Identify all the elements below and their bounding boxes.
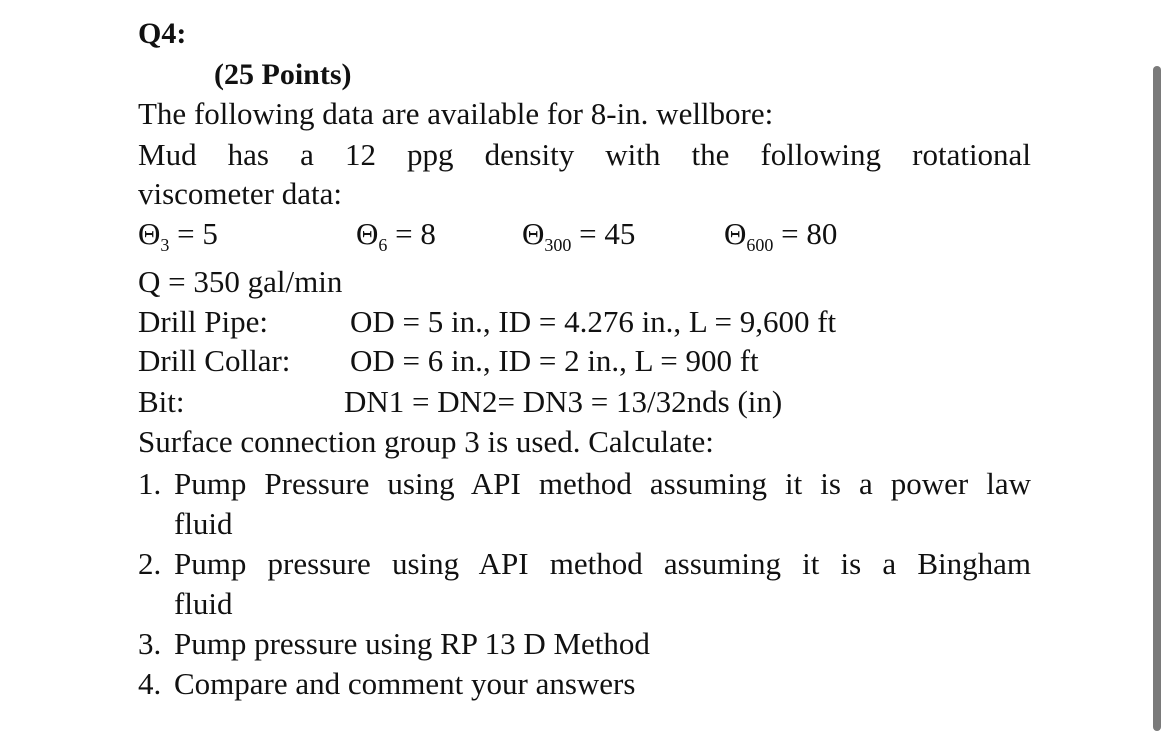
task-number: 2.: [138, 546, 162, 581]
surface-connection-text: Surface connection group 3 is used. Calculate:: [138, 424, 714, 459]
drill-collar-label: Drill Collar:: [138, 343, 291, 378]
task-text: Pump pressure using API method assuming it is a Bingham: [174, 546, 1031, 581]
question-document: [138, 0, 1033, 731]
task-4: [138, 664, 1031, 704]
task-text: Compare and comment your answers: [174, 666, 636, 701]
task-text-cont: fluid: [174, 506, 233, 541]
theta-600: $\Theta_{600} = 80$: [724, 216, 838, 255]
drill-pipe-label: Drill Pipe:: [138, 304, 269, 339]
task-1: [138, 464, 1031, 544]
task-3: [138, 624, 1031, 664]
mud-word: density: [484, 137, 575, 172]
theta-3: $\Theta_3 = 5$: [138, 216, 218, 255]
mud-word: the: [691, 137, 730, 172]
bit-value: DN1 = DN2= DN3 = 13/32nds (in): [344, 384, 783, 419]
vertical-scrollbar[interactable]: [1153, 66, 1161, 731]
intro-text: The following data are available for 8-in. wellbore:: [138, 96, 774, 131]
theta-6: $\Theta_6 = 8$: [356, 216, 436, 255]
mud-word: 12: [344, 137, 376, 172]
mud-word: rotational: [912, 137, 1031, 172]
points-label: (25 Points): [214, 58, 352, 91]
question-title: Q4:: [138, 17, 187, 50]
task-text-cont: fluid: [174, 586, 233, 621]
task-number: 3.: [138, 626, 162, 661]
task-text: Pump pressure using RP 13 D Method: [174, 626, 650, 661]
bit-label: Bit:: [138, 384, 185, 419]
task-number: 4.: [138, 666, 162, 701]
flow-rate: Q = 350 gal/min: [138, 264, 343, 299]
drill-collar-value: OD = 6 in., ID = 2 in., L = 900 ft: [350, 343, 759, 378]
mud-word: following: [760, 137, 882, 172]
mud-word: has: [227, 137, 269, 172]
mud-word: a: [300, 137, 314, 172]
task-2: [138, 544, 1031, 624]
mud-line-end: viscometer data:: [138, 176, 342, 211]
mud-word: with: [605, 137, 661, 172]
mud-word: Mud: [138, 137, 197, 172]
mud-line: [138, 137, 1031, 173]
task-number: 1.: [138, 466, 162, 501]
task-text: Pump Pressure using API method assuming it is a power law: [174, 466, 1031, 501]
drill-pipe-value: OD = 5 in., ID = 4.276 in., L = 9,600 ft: [350, 304, 837, 339]
theta-300: $\Theta_{300} = 45$: [522, 216, 636, 255]
mud-word: ppg: [407, 137, 454, 172]
